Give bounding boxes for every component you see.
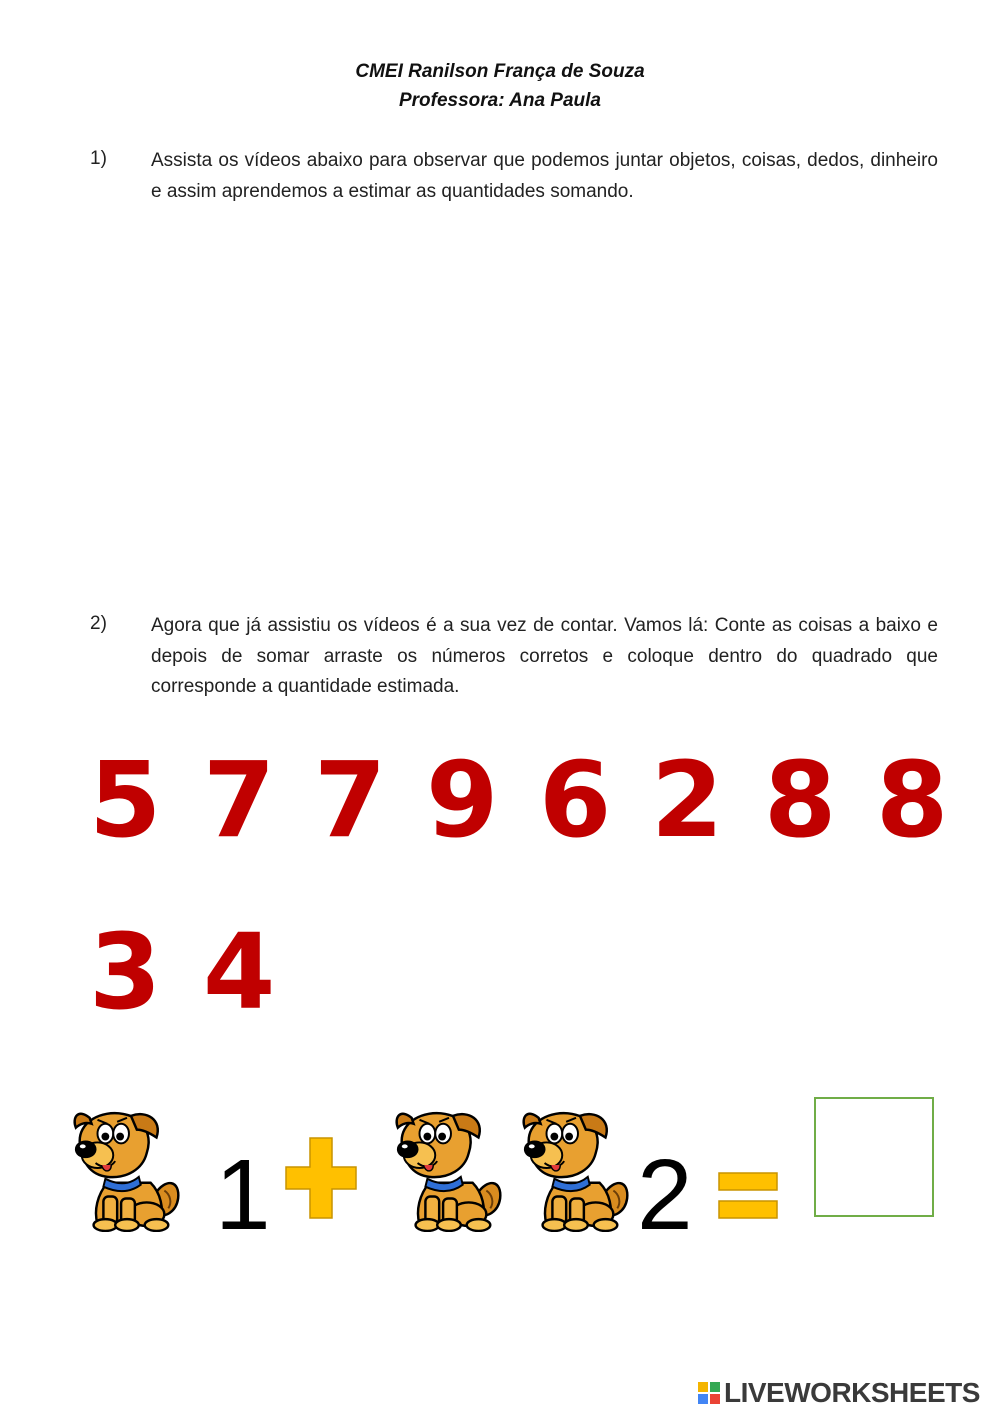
- draggable-number[interactable]: 7: [314, 739, 387, 861]
- draggable-number[interactable]: 8: [764, 739, 837, 861]
- plus-sign-icon: [285, 1137, 357, 1219]
- draggable-number[interactable]: 2: [651, 739, 724, 861]
- draggable-number[interactable]: 9: [426, 739, 499, 861]
- question-1-text: Assista os vídeos abaixo para observar que podemos juntar objetos, coisas, dedos, dinheiro e assim aprendemos a estimar as quantidades somando.: [151, 150, 938, 202]
- school-name: CMEI Ranilson França de Souza: [355, 61, 645, 82]
- brand-name: LIVEWORKSHEETS: [724, 1377, 980, 1408]
- draggable-number[interactable]: 3: [89, 911, 162, 1033]
- draggable-number[interactable]: 7: [203, 739, 276, 861]
- draggable-number[interactable]: 5: [89, 739, 162, 861]
- liveworksheets-logo: [697, 1378, 980, 1408]
- teacher-name: Professora: Ana Paula: [398, 90, 602, 111]
- draggable-number[interactable]: 8: [876, 739, 949, 861]
- dog-icon: [390, 1104, 508, 1232]
- question-2-text: Agora que já assistiu os vídeos é a sua vez de contar. Vamos lá: Conte as coisas a baixo e depois de somar arraste os números corretos e coloque dentro do quadrado que corresponde a quantidade estimada.: [151, 615, 938, 697]
- first-count: 1: [215, 1139, 271, 1251]
- draggable-number[interactable]: 6: [539, 739, 612, 861]
- question-2-number: 2): [90, 613, 107, 634]
- question-1-number: 1): [90, 148, 107, 169]
- draggable-number[interactable]: 4: [203, 911, 276, 1033]
- dog-icon: [517, 1104, 635, 1232]
- answer-drop-box[interactable]: [814, 1097, 934, 1217]
- dog-icon: [68, 1104, 186, 1232]
- equals-sign-icon: [718, 1172, 778, 1220]
- second-count: 2: [637, 1139, 693, 1251]
- liveworksheets-logo-icon: [697, 1381, 721, 1405]
